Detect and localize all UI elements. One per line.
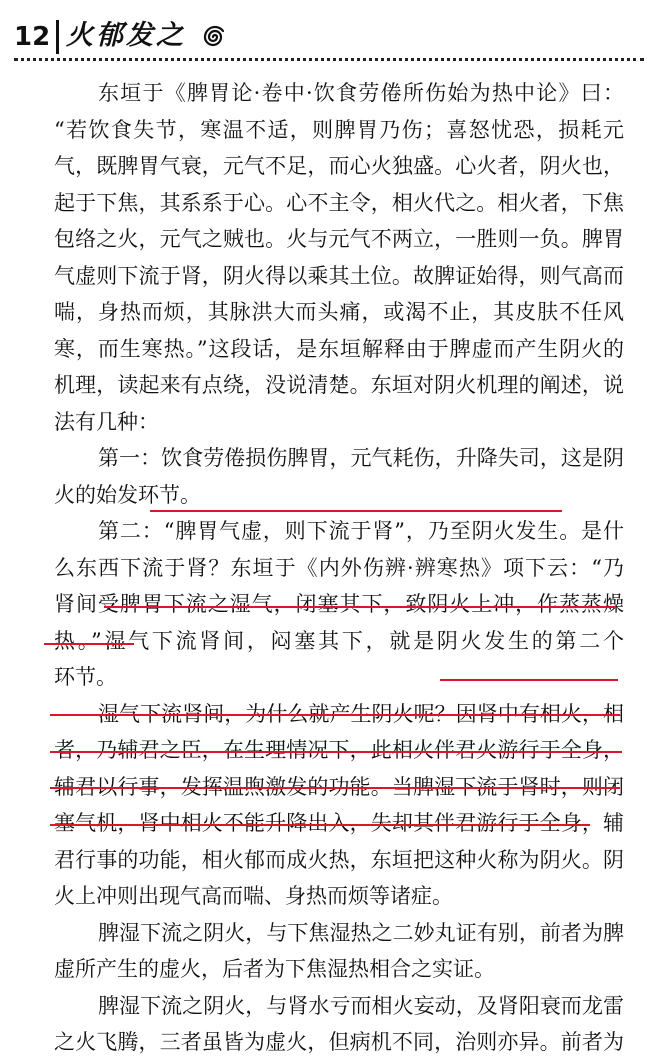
text-line: 肾间受脾胃下流之湿气，闭塞其下，致阴火上冲，作蒸蒸燥 (54, 592, 624, 616)
text-line: 脾湿下流之阴火，与肾水亏而相火妄动，及肾阳衰而龙雷 (98, 993, 624, 1018)
text-line: 第一：饮食劳倦损伤脾胃，元气耗伤，升降失司，这是阴 (98, 446, 624, 470)
highlight-underline (50, 751, 622, 753)
text-line: 寒，而生寒热。”这段话，是东垣解释由于脾虚而产生阴火的 (54, 336, 624, 361)
header-dotted-rule (14, 58, 644, 61)
text-line: “若饮食失节，寒温不适，则脾胃乃伤；喜怒忧恐，损耗元 (54, 117, 624, 142)
text-line: 包络之火，元气之贼也。火与元气不两立，一胜则一负。脾胃 (54, 227, 624, 251)
text-line: 君行事的功能，相火郁而成火热，东垣把这种火称为阴火。阴 (54, 847, 624, 872)
text-line: 么东西下流于肾？东垣于《内外伤辨·辨寒热》项下云：“乃 (54, 555, 624, 580)
text-line: 起于下焦，其系系于心。心不主令，相火代之。相火者，下焦 (54, 190, 624, 215)
text-line: 气虚则下流于肾，阴火得以乘其土位。故脾证始得，则气高而 (54, 263, 624, 288)
text-line: 机理，读起来有点绕，没说清楚。东垣对阴火机理的阐述，说 (54, 373, 624, 397)
body-text (54, 75, 624, 1061)
chapter-title: 火郁发之 (66, 20, 186, 51)
text-line: 法有几种： (54, 409, 159, 434)
text-line: 第二：“脾胃气虚，则下流于肾”，乃至阴火发生。是什 (98, 519, 624, 543)
text-line: 东垣于《脾胃论·卷中·饮食劳倦所伤始为热中论》曰： (98, 81, 624, 105)
text-line: 辅君以行事，发挥温煦激发的功能。当脾湿下流于肾时，则闭 (54, 774, 624, 799)
text-line: 热。”湿气下流肾间，闷塞其下，就是阴火发生的第二个 (54, 628, 624, 653)
highlight-underline (150, 510, 562, 512)
text-line: 喘，身热而烦，其脉洪大而头痛，或渴不止，其皮肤不任风 (54, 300, 624, 324)
text-line: 者，乃辅君之臣，在生理情况下，此相火伴君火游行于全身， (54, 738, 624, 762)
text-line: 脾湿下流之阴火，与下焦湿热之二妙丸证有别，前者为脾 (98, 920, 624, 945)
text-line: 之火飞腾，三者虽皆为虚火，但病机不同，治则亦异。前者为 (54, 1030, 624, 1054)
header-separator (56, 20, 59, 54)
text-line: 火上冲则出现气高而喘、身热而烦等诸症。 (54, 884, 453, 908)
highlight-underline (50, 714, 620, 716)
text-line: 火的始发环节。 (54, 482, 201, 507)
page-number: 12 (14, 22, 51, 52)
text-line: 虚所产生的虚火，后者为下焦湿热相合之实证。 (54, 957, 495, 981)
text-line: 塞气机，肾中相火不能升降出入，失却其伴君游行于全身，辅 (54, 811, 624, 835)
text-line: 湿气下流肾间，为什么就产生阴火呢？因肾中有相火，相 (98, 701, 624, 726)
page-header (0, 0, 659, 70)
highlight-underline (440, 679, 618, 681)
highlight-underline (50, 824, 590, 826)
text-line: 环节。 (54, 665, 117, 689)
text-line: 气，既脾胃气衰，元气不足，而心火独盛。心火者，阴火也， (54, 154, 624, 178)
highlight-underline (50, 787, 620, 789)
highlight-underline (44, 643, 134, 645)
swirl-ornament-icon (200, 22, 230, 52)
highlight-underline (104, 606, 616, 608)
